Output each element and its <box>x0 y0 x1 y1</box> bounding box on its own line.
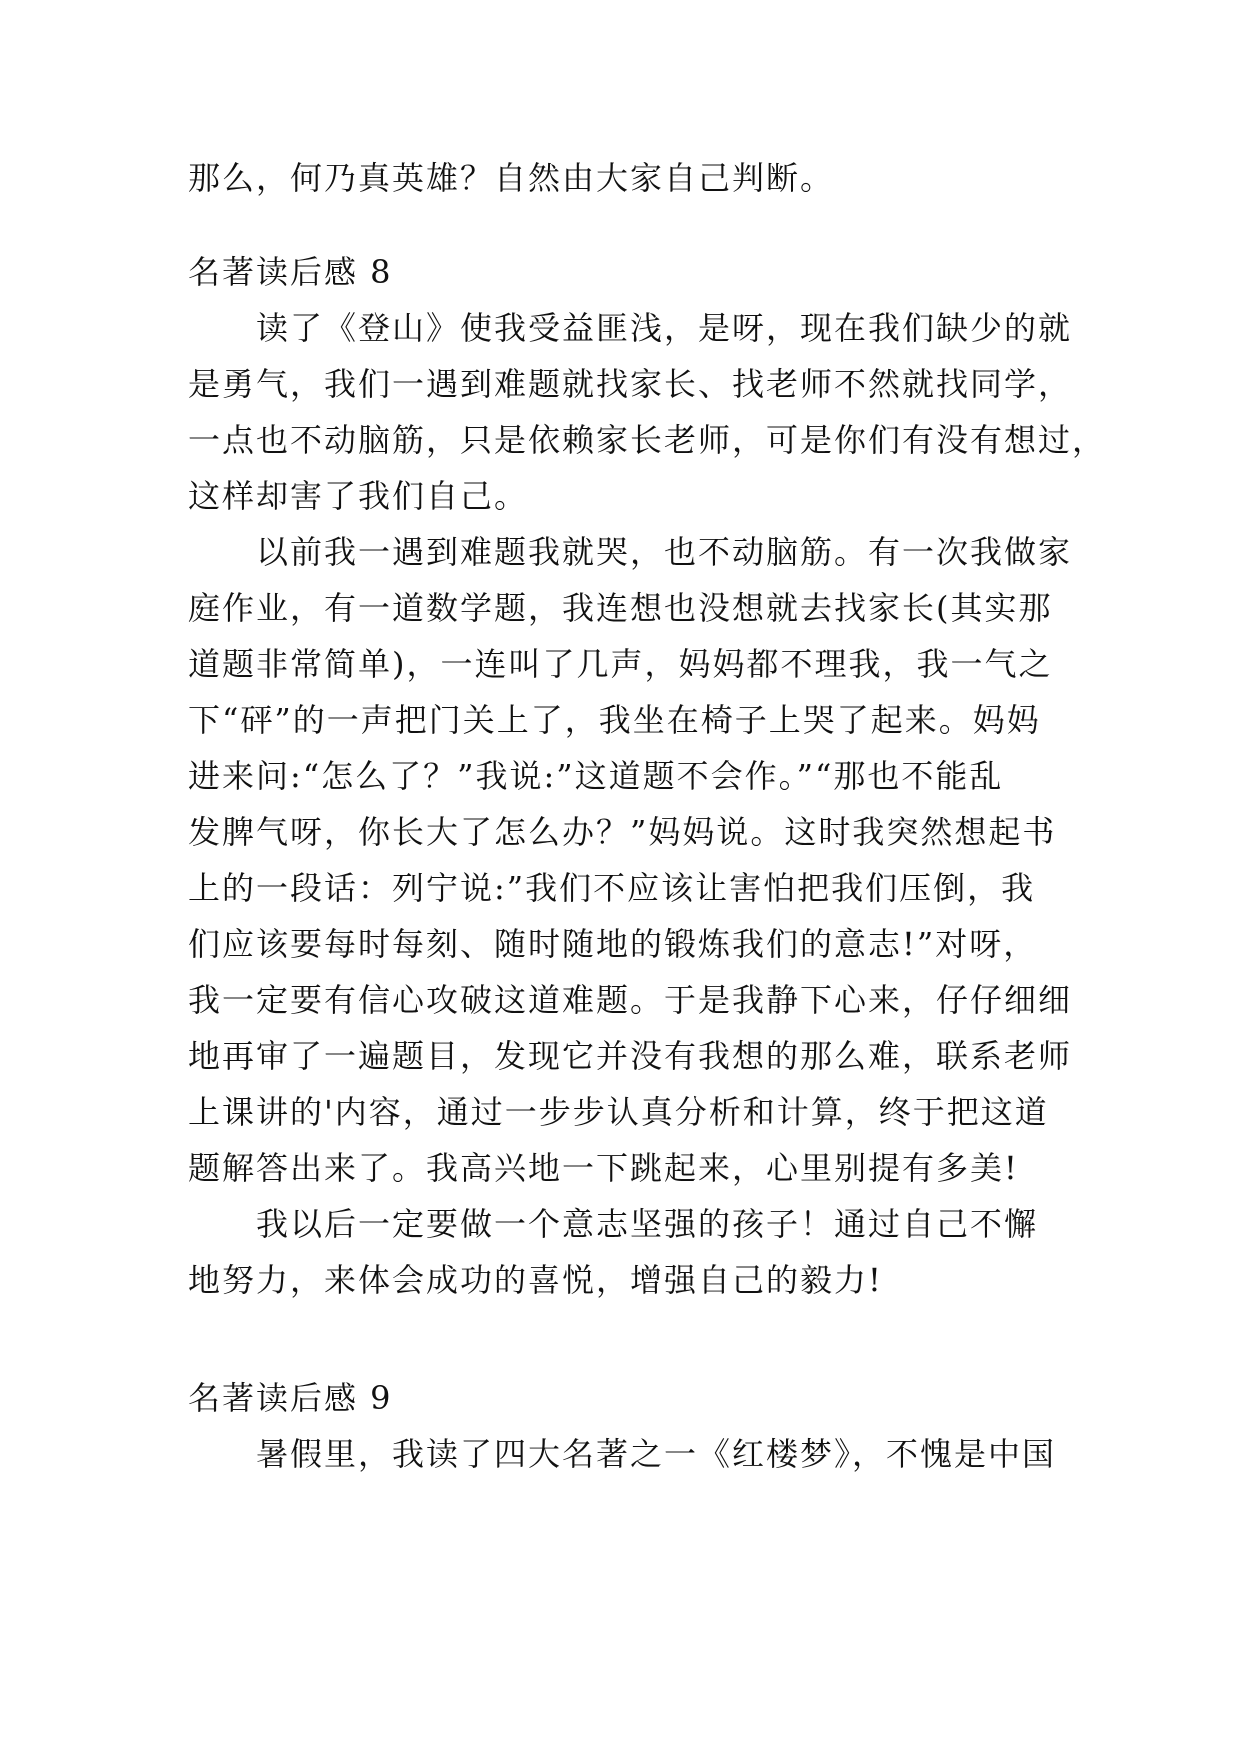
paragraph-line: 上的一段话：列宁说:”我们不应该让害怕把我们压倒，我 <box>188 869 1036 907</box>
paragraph-line: 道题非常简单)，一连叫了几声，妈妈都不理我，我一气之 <box>188 645 1053 683</box>
paragraph-line: 我一定要有信心攻破这道难题。于是我静下心来，仔仔细细 <box>188 981 1073 1019</box>
intro-line: 那么，何乃真英雄？自然由大家自己判断。 <box>188 159 835 197</box>
paragraph-line: 地努力，来体会成功的喜悦，增强自己的毅力! <box>188 1261 883 1299</box>
section-8-paragraph-2 <box>188 524 1073 1196</box>
paragraph-line: 庭作业，有一道数学题，我连想也没想就去找家长(其实那 <box>188 589 1053 627</box>
paragraph-line: 以前我一遇到难题我就哭，也不动脑筋。有一次我做家 <box>256 533 1073 571</box>
paragraph-line: 一点也不动脑筋，只是依赖家长老师，可是你们有没有想过， <box>188 421 1107 459</box>
paragraph-line: 上课讲的'内容，通过一步步认真分析和计算，终于把这道 <box>188 1093 1049 1131</box>
section-gap <box>188 1308 1068 1370</box>
section-8-paragraph-1 <box>188 300 1107 524</box>
paragraph-line: 进来问:“怎么了？”我说:”这道题不会作。”“那也不能乱 <box>188 757 1004 795</box>
paragraph-line: 读了《登山》使我受益匪浅，是呀，现在我们缺少的就 <box>256 309 1073 347</box>
section-8-paragraph-3 <box>188 1196 1068 1308</box>
section-9-title: 名著读后感 9 <box>188 1379 393 1417</box>
paragraph-line: 暑假里，我读了四大名著之一《红楼梦》，不愧是中国 <box>256 1435 1057 1473</box>
document-page <box>188 150 1107 1482</box>
paragraph-line: 这样却害了我们自己。 <box>188 477 529 515</box>
paragraph-line: 题解答出来了。我高兴地一下跳起来，心里别提有多美! <box>188 1149 1019 1187</box>
section-9-paragraph-1 <box>188 1426 1068 1482</box>
paragraph-line: 发脾气呀，你长大了怎么办？”妈妈说。这时我突然想起书 <box>188 813 1057 851</box>
paragraph-line: 我以后一定要做一个意志坚强的孩子！通过自己不懈 <box>256 1205 1039 1243</box>
paragraph-line: 地再审了一遍题目，发现它并没有我想的那么难，联系老师 <box>188 1037 1073 1075</box>
paragraph-line: 们应该要每时每刻、随时随地的锻炼我们的意志!”对呀， <box>188 925 1038 963</box>
paragraph-line: 是勇气，我们一遇到难题就找家长、找老师不然就找同学， <box>188 365 1073 403</box>
paragraph-line: 下“砰”的一声把门关上了，我坐在椅子上哭了起来。妈妈 <box>188 701 1041 739</box>
section-gap <box>188 206 1068 244</box>
section-8-title: 名著读后感 8 <box>188 253 393 291</box>
